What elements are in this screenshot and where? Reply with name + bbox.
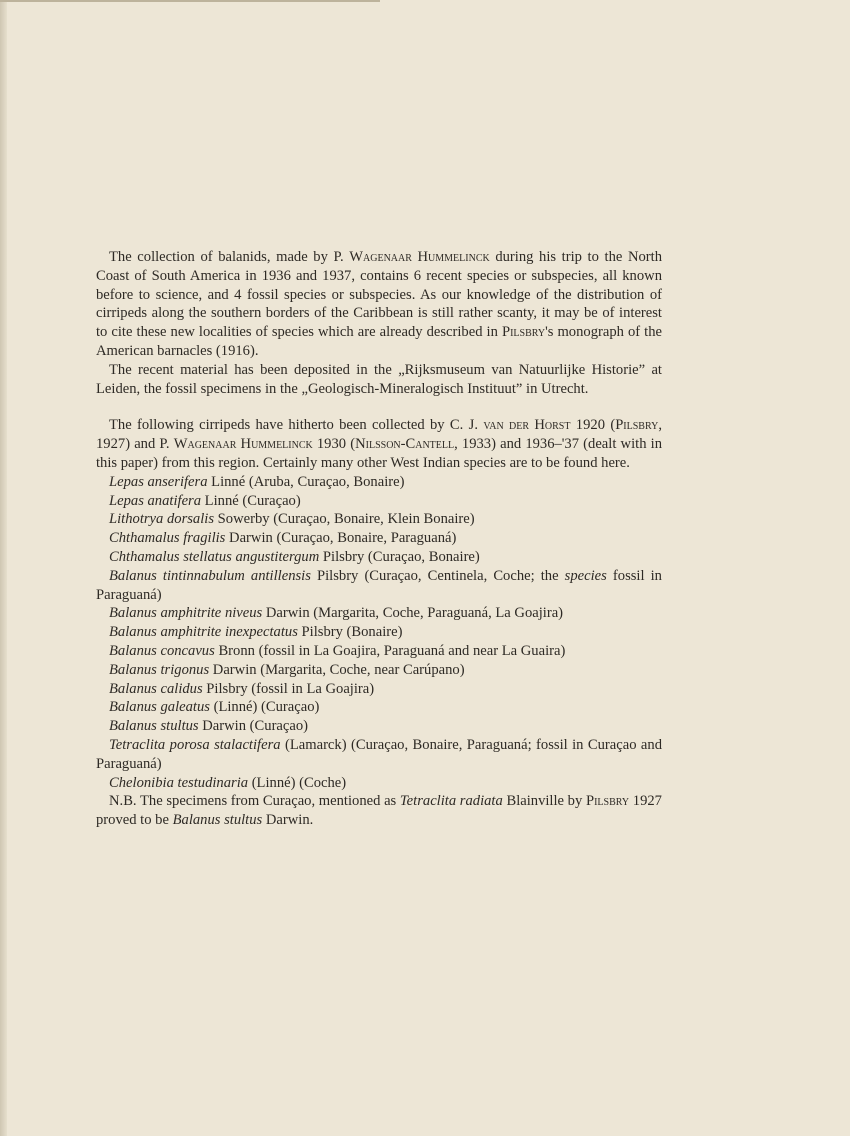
document-body bbox=[96, 248, 662, 830]
nb-paragraph: N.B. The specimens from Curaçao, mentioned as Tetraclita radiata Blainville by Pilsbry 1927 proved to be Balanus stultus Darwin. bbox=[96, 793, 662, 829]
species-name: Lepas anatifera bbox=[109, 492, 202, 509]
species-item: Balanus concavus Bronn (fossil in La Goajira, Paraguaná and near La Guaira) bbox=[109, 642, 566, 659]
author-name: Nilsson-Cantell bbox=[355, 436, 455, 453]
species-item: Balanus amphitrite niveus Darwin (Margarita, Coche, Paraguaná, La Goajira) bbox=[109, 605, 564, 622]
species-name: Balanus amphitrite inexpectatus bbox=[109, 624, 298, 641]
species-name: Lithotrya dorsalis bbox=[109, 511, 215, 528]
species-item: Tetraclita porosa stalactifera (Lamarck) (Curaçao, Bonaire, Paraguaná; fossil in Curaçao and Paraguaná) bbox=[96, 736, 662, 772]
species-name: Balanus stultus bbox=[172, 812, 263, 829]
list-intro-paragraph: The following cirripeds have hitherto been collected by C. J. van der Horst 1920 (Pilsbry, 1927) and P. Wagenaar Hummelinck 1930 (Nilsson-Cantell, 1933) and 1936–'37 (dealt with in this paper) from this region. Certainly many other West Indian species are to be found here. bbox=[96, 417, 662, 471]
species-name: Balanus galeatus bbox=[109, 699, 210, 716]
author-name: Pilsbry bbox=[585, 793, 630, 810]
species-item: Balanus amphitrite inexpectatus Pilsbry (Bonaire) bbox=[109, 624, 403, 641]
species-name: Lepas anserifera bbox=[109, 473, 208, 490]
species-name: Tetraclita radiata bbox=[399, 793, 503, 810]
species-name: Chthamalus fragilis bbox=[109, 530, 226, 547]
species-name: Chelonibia testudinaria bbox=[109, 774, 249, 791]
author-name: Pilsbry bbox=[501, 324, 546, 341]
species-item: Balanus calidus Pilsbry (fossil in La Goajira) bbox=[109, 680, 375, 697]
species-item: Balanus tintinnabulum antillensis Pilsbry (Curaçao, Centinela, Coche; the species fossil in Paraguaná) bbox=[96, 567, 662, 603]
deposit-paragraph: The recent material has been deposited in the „Rijksmuseum van Natuurlijke Historie” at Leiden, the fossil specimens in the „Geologisch-Mineralogisch Instituut” in Utrecht. bbox=[96, 361, 662, 397]
author-name: van der Horst bbox=[483, 417, 571, 434]
species-item: Chthamalus fragilis Darwin (Curaçao, Bonaire, Paraguaná) bbox=[109, 530, 457, 547]
species-item: Chelonibia testudinaria (Linné) (Coche) bbox=[109, 774, 347, 791]
species-item: Chthamalus stellatus angustitergum Pilsbry (Curaçao, Bonaire) bbox=[109, 548, 480, 565]
species-name: Balanus trigonus bbox=[109, 661, 210, 678]
page-edge bbox=[0, 0, 7, 1136]
species-item: Balanus trigonus Darwin (Margarita, Coche, near Carúpano) bbox=[109, 661, 465, 678]
species-item: Lepas anserifera Linné (Aruba, Curaçao, Bonaire) bbox=[109, 473, 405, 490]
author-name: Pilsbry bbox=[615, 417, 659, 434]
species-item: Lepas anatifera Linné (Curaçao) bbox=[109, 492, 301, 509]
species-list bbox=[96, 473, 662, 793]
author-name: Wagenaar Hummelinck bbox=[349, 249, 490, 265]
page-top-border bbox=[0, 0, 380, 2]
author-name: Wagenaar Hummelinck bbox=[173, 436, 313, 453]
species-item: Balanus galeatus (Linné) (Curaçao) bbox=[109, 699, 320, 716]
species-name: Balanus tintinnabulum antillensis bbox=[109, 567, 311, 584]
species-item: Balanus stultus Darwin (Curaçao) bbox=[109, 718, 309, 735]
species-name: Tetraclita porosa stalactifera bbox=[109, 736, 281, 753]
species-name: Balanus amphitrite niveus bbox=[109, 605, 263, 622]
species-item: Lithotrya dorsalis Sowerby (Curaçao, Bonaire, Klein Bonaire) bbox=[109, 511, 475, 528]
species-name: Balanus concavus bbox=[109, 642, 215, 659]
species-name: Chthamalus stellatus angustitergum bbox=[109, 548, 320, 565]
species-name: Balanus calidus bbox=[109, 680, 203, 697]
intro-paragraph: The collection of balanids, made by P. Wagenaar Hummelinck during his trip to the North Coast of South America in 1936 and 1937, contains 6 recent species or subspecies, all known before to science, and 4 fossil species or subspecies. As our knowledge of the distribution of cirripeds along the southern borders of the Caribbean is still rather scanty, it may be of interest to cite these new localities of species which are already described in Pilsbry's monograph of the American barnacles (1916). bbox=[96, 249, 662, 359]
species-name: Balanus stultus bbox=[109, 718, 199, 735]
